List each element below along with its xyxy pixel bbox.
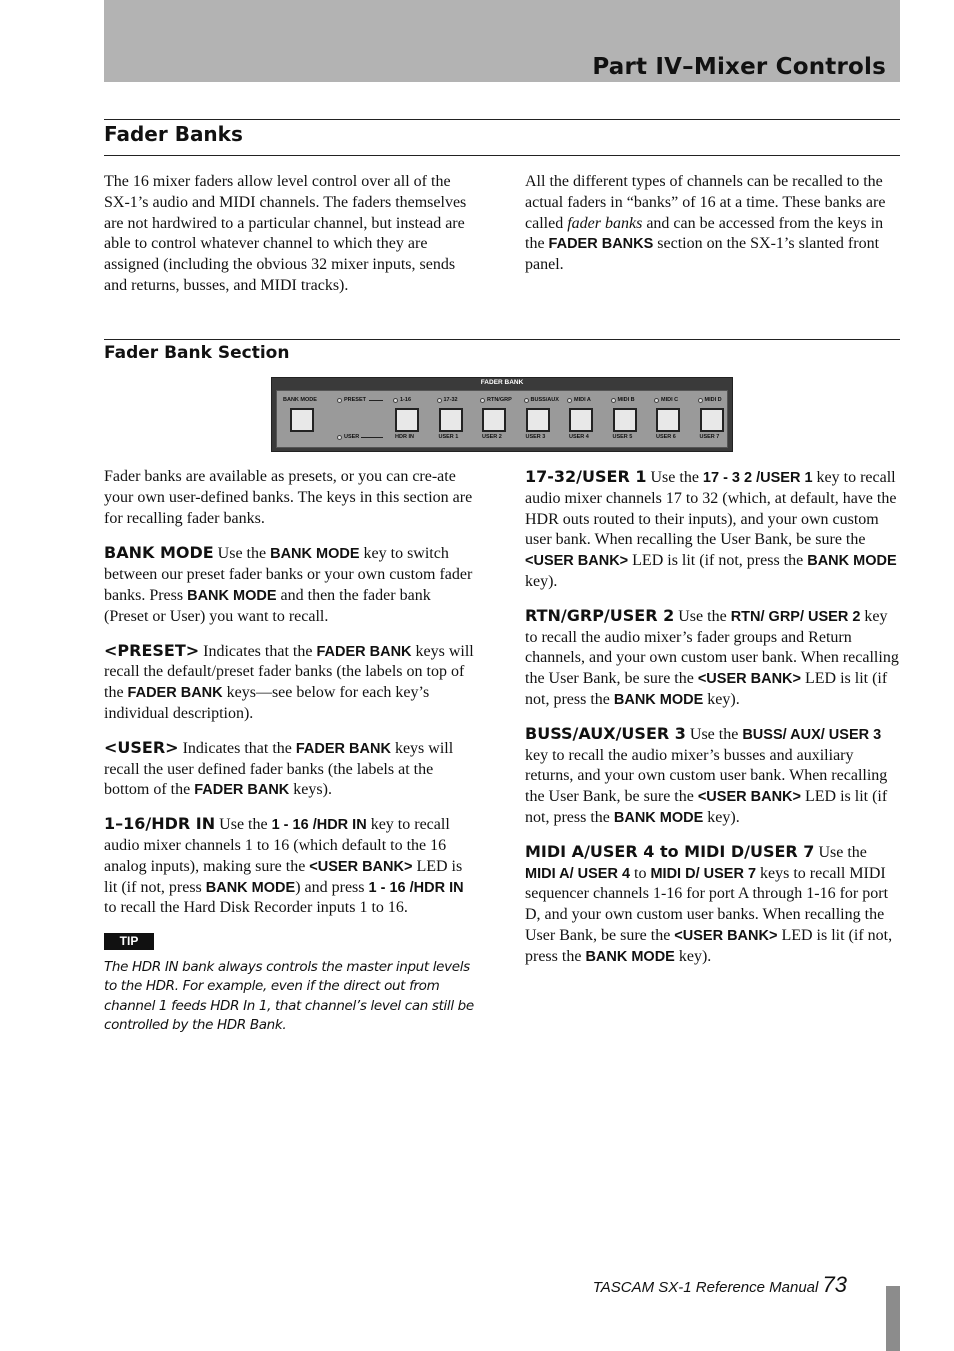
user-line <box>361 437 383 438</box>
bank-top-label: 17-32 <box>443 397 458 403</box>
bank-led-8 <box>698 398 703 403</box>
right-column <box>525 467 900 968</box>
keyword: BANK MODE <box>807 553 897 570</box>
text: key to recall the audio mixer’s busses and auxiliary returns, and your own custom user bank. When recalling the User Bank, be sure the <box>525 746 888 806</box>
text: keys—see below for each key’s individual description). <box>104 684 430 722</box>
text: key to recall audio mixer channels 1 to 16 (which default to the 16 analog inputs), making sure the <box>104 816 450 875</box>
panel-face <box>276 390 728 448</box>
keyword: MIDI D/ USER 7 <box>650 865 757 882</box>
bank-bottom-label: HDR IN <box>395 434 414 440</box>
keyword: FADER BANK <box>316 643 412 660</box>
bank-key-5 <box>569 408 593 432</box>
user3-desc <box>525 724 900 829</box>
bank-key-6 <box>613 408 637 432</box>
text: Use the <box>646 469 703 486</box>
bank-key-2 <box>439 408 463 432</box>
text: and then the fader bank (Preset or User) you want to recall. <box>104 586 431 625</box>
tip-box <box>104 931 479 952</box>
text: Use the <box>213 545 271 563</box>
intro-right-text <box>525 172 900 276</box>
keyword: <USER BANK> <box>697 671 801 688</box>
preset-desc <box>104 641 479 725</box>
bank-led-1 <box>393 398 398 403</box>
text: Use the <box>674 607 731 625</box>
bank-top-label: MIDI A <box>574 397 591 403</box>
section-rule-top <box>104 119 900 120</box>
bank-bottom-label: USER 6 <box>656 434 676 440</box>
text: key to recall the audio mixer’s fader groups and Return channels, and your own custom user bank. When recalling the User Bank, be sure the <box>525 607 899 688</box>
bank-key-1 <box>395 408 419 432</box>
bank-led-6 <box>611 398 616 403</box>
keyword: BANK MODE <box>613 691 704 708</box>
keyword: FADER BANK <box>127 685 223 702</box>
panel-preset-label: PRESET <box>344 397 367 403</box>
preset-line <box>369 400 383 401</box>
tip-text: The HDR IN bank always controls the master input levels to the HDR. For example, even if the direct out from channel 1 feeds HDR In 1, that channel’s level can still be controlled by the HDR Bank. <box>104 958 474 1033</box>
intro-right <box>525 172 900 276</box>
term: <USER> <box>104 737 179 757</box>
user1-desc <box>525 467 900 593</box>
keyword: 17 - 3 2 /USER 1 <box>702 470 813 486</box>
text: key). <box>525 572 558 590</box>
text: keys). <box>289 781 332 799</box>
bank-led-2 <box>437 398 442 403</box>
bank-mode-key <box>290 408 314 432</box>
bank-led-3 <box>480 398 485 403</box>
keyword: MIDI A/ USER 4 <box>525 865 631 882</box>
keyword: BANK MODE <box>585 948 675 965</box>
midi-desc <box>525 842 900 968</box>
left-intro: Fader banks are available as presets, or you can cre-ate your own user-defined banks. The keys in this section are for recalling fader banks. <box>104 468 473 527</box>
keyword: <USER BANK> <box>309 858 413 875</box>
bank-mode-desc <box>104 543 479 627</box>
hdr-desc <box>104 814 479 919</box>
term: BANK MODE <box>104 543 214 563</box>
subsection-title: Fader Bank Section <box>104 343 290 363</box>
manual-title: TASCAM SX-1 Reference Manual <box>592 1279 823 1296</box>
term: 1–16/HDR IN <box>104 814 216 834</box>
bank-top-label: MIDI D <box>704 397 722 403</box>
panel-title: FADER BANK <box>480 379 524 386</box>
intro-right-part: section on the SX-1’s slanted front panel. <box>525 235 880 274</box>
page-number: 73 <box>822 1272 847 1297</box>
text: LED is lit (if not, press the <box>525 926 893 965</box>
keyword: BUSS/ AUX/ USER 3 <box>742 726 882 743</box>
keyword: FADER BANK <box>194 782 290 799</box>
text: LED is lit (if not, press <box>104 857 463 896</box>
subsection-rule <box>104 339 900 340</box>
text: to <box>630 864 651 882</box>
text: key to recall audio mixer channels 17 to 32 (which, at default, have the HDR outs routed to their inputs), and your own custom user bank. When recalling the User Bank, be sure the <box>525 469 897 549</box>
intro-right-part: and can be accessed from the keys in the <box>525 214 884 253</box>
text: key). <box>703 808 740 826</box>
bank-top-label: MIDI B <box>617 397 635 403</box>
part-title: Part IV–Mixer Controls <box>592 54 886 80</box>
bank-led-5 <box>567 398 572 403</box>
preset-led <box>337 398 342 403</box>
keyword: BANK MODE <box>205 879 296 896</box>
text: to recall the Hard Disk Recorder inputs 1 to 16. <box>104 899 408 917</box>
text: Use the <box>685 725 743 743</box>
keyword: 1 - 16 /HDR IN <box>271 817 367 834</box>
text: key). <box>703 690 740 708</box>
text: Use the <box>215 816 272 834</box>
user2-desc <box>525 606 900 711</box>
intro-left <box>104 172 479 297</box>
keyword: FADER BANK <box>295 740 391 757</box>
panel-bank-mode-label: BANK MODE <box>283 397 317 403</box>
bank-bottom-label: USER 4 <box>569 434 589 440</box>
fader-bank-panel <box>271 377 733 452</box>
term: RTN/GRP/USER 2 <box>525 605 675 625</box>
panel-user-label: USER <box>344 434 360 440</box>
header-bar <box>104 0 900 82</box>
bank-bottom-label: USER 2 <box>482 434 502 440</box>
keyword: <USER BANK> <box>697 789 801 806</box>
keyword: <USER BANK> <box>525 553 629 570</box>
text: Use the <box>814 843 867 861</box>
left-column <box>104 467 479 1035</box>
side-tab <box>886 1286 900 1351</box>
bank-bottom-label: USER 1 <box>438 434 459 440</box>
user-desc <box>104 738 479 801</box>
text: ) and press <box>295 878 369 896</box>
intro-right-em: fader banks <box>567 214 643 232</box>
bank-key-4 <box>526 408 550 432</box>
section-rule-bottom <box>104 155 900 156</box>
bank-bottom-label: USER 5 <box>612 434 633 440</box>
text: keys will recall the user defined fader banks (the labels at the bottom of the <box>104 739 454 799</box>
intro-right-kw: FADER BANKS <box>548 236 654 253</box>
keyword: 1 - 16 /HDR IN <box>368 879 464 896</box>
text: keys to recall MIDI sequencer channels 1-16 for port A through 1-16 for port D, and your own custom user banks. When recalling the User Bank, be sure the <box>525 864 889 944</box>
bank-key-3 <box>482 408 506 432</box>
keyword: BANK MODE <box>270 546 360 563</box>
bank-top-label: MIDI C <box>661 397 679 403</box>
text: Indicates that the <box>199 642 317 660</box>
bank-key-7 <box>656 408 680 432</box>
term: <PRESET> <box>104 640 200 660</box>
term: MIDI A/USER 4 to MIDI D/USER 7 <box>525 841 815 861</box>
term: BUSS/AUX/USER 3 <box>525 723 686 743</box>
text: key). <box>674 947 712 965</box>
user-led <box>337 435 342 440</box>
bank-led-4 <box>524 398 529 403</box>
text: LED is lit (if not, press the <box>525 788 888 826</box>
keyword: RTN/ GRP/ USER 2 <box>730 608 861 625</box>
bank-led-7 <box>654 398 659 403</box>
bank-bottom-label: USER 3 <box>525 434 546 440</box>
text: key to switch between our preset fader banks or your own custom fader banks. Press <box>104 545 473 604</box>
intro-left-text: The 16 mixer faders allow level control over all of the SX-1’s audio and MIDI channels. The faders themselves are not hardwired to a particular channel, but instead are able to control whatever channel to which they are assigned (including the obvious 32 mixer inputs, sends and returns, busses, and MIDI tracks). <box>104 173 467 294</box>
intro-right-part: All the different types of channels can be recalled to the actual faders in “banks” of 16 at a time. These banks are called <box>525 173 886 232</box>
keyword: BANK MODE <box>613 809 704 826</box>
bank-top-label: RTN/GRP <box>487 397 512 403</box>
text: Indicates that the <box>178 739 296 757</box>
section-title: Fader Banks <box>104 122 243 146</box>
tip-label: TIP <box>104 933 154 950</box>
bank-key-8 <box>700 408 724 432</box>
term: 17-32/USER 1 <box>525 467 647 486</box>
footer <box>593 1272 847 1298</box>
bank-bottom-label: USER 7 <box>699 434 720 440</box>
keyword: BANK MODE <box>187 587 277 604</box>
text: LED is lit (if not, press the <box>628 552 808 570</box>
keyword: <USER BANK> <box>674 927 778 944</box>
bank-top-label: BUSS/AUX <box>530 397 559 403</box>
bank-top-label: 1-16 <box>400 397 412 403</box>
text: keys will recall the default/preset fader banks (the labels on top of the <box>104 642 474 702</box>
text: LED is lit (if not, press the <box>525 670 888 708</box>
